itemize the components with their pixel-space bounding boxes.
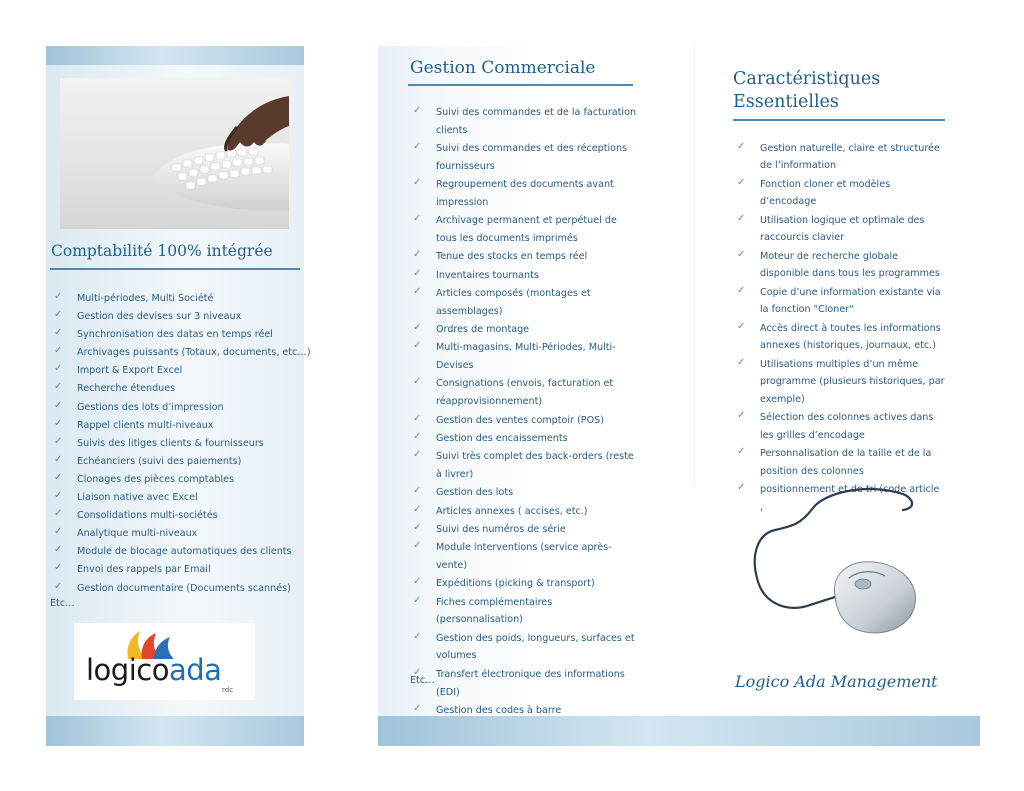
list-item: ✓ Gestion des codes à barre (409, 702, 639, 720)
check-icon: ✓ (54, 562, 63, 574)
left-bottom-bar (46, 716, 304, 746)
check-icon: ✓ (54, 544, 63, 556)
left-panel (46, 46, 311, 746)
right-heading-rule (733, 119, 945, 121)
check-icon: ✓ (54, 435, 63, 447)
check-icon: ✓ (413, 449, 422, 461)
check-icon: ✓ (413, 376, 422, 388)
list-item: ✓ Archivages puissants (Totaux, documents, etc…) (50, 344, 302, 362)
list-item: ✓ Rappel clients multi-niveaux (50, 417, 302, 435)
check-icon: ✓ (54, 399, 63, 411)
list-item: ✓ Personnalisation de la taille et de la position des colonnes (733, 445, 945, 480)
list-item: ✓ Moteur de recherche globale disponible dans tous les programmes (733, 248, 945, 283)
check-icon: ✓ (413, 340, 422, 352)
keyboard-hand-photo (60, 78, 289, 229)
check-icon: ✓ (54, 453, 63, 465)
list-item: ✓ Gestion des encaissements (409, 430, 639, 448)
list-item: ✓ Transfert électronique des informations (EDI) (409, 666, 639, 702)
check-icon: ✓ (737, 213, 746, 224)
check-icon: ✓ (54, 508, 63, 520)
list-item: ✓ Utilisation logique et optimale des raccourcis clavier (733, 212, 945, 247)
check-icon: ✓ (54, 471, 63, 483)
check-icon: ✓ (54, 490, 63, 502)
check-icon: ✓ (737, 410, 746, 422)
check-icon: ✓ (54, 327, 63, 339)
list-item: ✓ Analytique multi-niveaux (50, 525, 302, 543)
list-item: ✓ Ordres de montage (409, 321, 639, 339)
logo-subtext: rdc (222, 686, 234, 694)
list-item: ✓ Expéditions (picking & transport) (409, 575, 639, 593)
check-icon: ✓ (413, 666, 422, 678)
left-etc-text: Etc… (50, 598, 75, 609)
right-panel (378, 46, 980, 746)
check-icon: ✓ (54, 417, 63, 429)
check-icon: ✓ (737, 141, 746, 152)
keyboard-hand-illustration (60, 78, 289, 229)
list-item: ✓ Gestion documentaire (Documents scannés) (50, 580, 302, 598)
check-icon: ✓ (737, 482, 746, 494)
list-item: ✓ Import & Export Excel (50, 362, 302, 380)
list-item: ✓ Multi-périodes, Multi Société (50, 290, 302, 308)
check-icon: ✓ (737, 177, 746, 188)
left-heading-rule (50, 268, 300, 270)
check-icon: ✓ (413, 105, 422, 116)
computer-mouse-illustration (753, 486, 933, 641)
list-item: ✓ Fonction cloner et modèles d’encodage (733, 176, 945, 211)
logo (74, 623, 255, 700)
check-icon: ✓ (54, 526, 63, 538)
check-icon: ✓ (413, 576, 422, 588)
list-item: ✓ Suivi des commandes et des réceptions fournisseurs (409, 140, 639, 176)
list-item: ✓ Suivis des litiges clients & fournisseurs (50, 435, 302, 453)
list-item: ✓ Fiches complémentaires (personnalisation) (409, 594, 639, 630)
list-item: ✓ Module de blocage automatiques des clients (50, 543, 302, 561)
check-icon: ✓ (413, 412, 422, 424)
list-item: ✓ Recherche étendues (50, 380, 302, 398)
list-item: ✓ Regroupement des documents avant impression (409, 176, 639, 212)
check-icon: ✓ (737, 446, 746, 458)
list-item: ✓ Echéanciers (suivi des paiements) (50, 453, 302, 471)
list-item: ✓ Consolidations multi-sociétés (50, 507, 302, 525)
check-icon: ✓ (54, 363, 63, 375)
check-icon: ✓ (737, 285, 746, 296)
check-icon: ✓ (413, 702, 422, 714)
list-item: ✓ Suivi des numéros de série (409, 521, 639, 539)
check-icon: ✓ (54, 309, 63, 321)
check-icon: ✓ (413, 267, 422, 279)
list-item: ✓ Clonages des pièces comptables (50, 471, 302, 489)
list-item: ✓ Inventaires tournants (409, 267, 639, 285)
list-item: ✓ Utilisations multiples d’un même programme (plusieurs historiques, par exemple) (733, 356, 945, 408)
check-icon: ✓ (413, 594, 422, 606)
middle-feature-list (409, 104, 639, 720)
check-icon: ✓ (413, 249, 422, 261)
list-item: ✓ Gestion des lots (409, 484, 639, 502)
list-item: ✓ Envoi des rappels par Email (50, 561, 302, 579)
check-icon: ✓ (413, 141, 422, 153)
check-icon: ✓ (413, 485, 422, 497)
list-item: ✓ Gestion des poids, longueurs, surfaces et volumes (409, 630, 639, 666)
logo-wordmark: logicoada (86, 653, 222, 687)
check-icon: ✓ (413, 503, 422, 515)
left-section-heading: Comptabilité 100% intégrée (51, 242, 273, 260)
left-feature-list (50, 290, 311, 598)
list-item: ✓ Gestion des devises sur 3 niveaux (50, 308, 302, 326)
list-item: ✓ Gestions des lots d’impression (50, 399, 302, 417)
list-item: ✓ Tenue des stocks en temps réel (409, 248, 639, 266)
list-item: ✓ Articles annexes ( accises, etc.) (409, 503, 639, 521)
list-item: ✓ Synchronisation des datas en temps réel (50, 326, 302, 344)
check-icon: ✓ (54, 381, 63, 393)
list-item: ✓ Gestion naturelle, claire et structurée de l’information (733, 140, 945, 175)
check-icon: ✓ (413, 540, 422, 552)
list-item: ✓ Gestion des ventes comptoir (POS) (409, 412, 639, 430)
check-icon: ✓ (413, 322, 422, 334)
right-section-heading: Caractéristiques Essentielles (733, 69, 881, 112)
right-feature-list (733, 140, 945, 517)
check-icon: ✓ (737, 357, 746, 368)
middle-etc-text: Etc… (410, 675, 435, 686)
list-item: ✓ Suivi très complet des back-orders (reste à livrer) (409, 448, 639, 484)
check-icon: ✓ (54, 580, 63, 592)
check-icon: ✓ (413, 521, 422, 533)
list-item: ✓ Module interventions (service après-vente) (409, 539, 639, 575)
list-item: ✓ Suivi des commandes et de la facturation clients (409, 104, 639, 140)
check-icon: ✓ (54, 345, 63, 357)
check-icon: ✓ (54, 291, 63, 302)
left-top-bar (46, 46, 304, 65)
list-item: ✓ Accès direct à toutes les informations annexes (historiques, journaux, etc.) (733, 320, 945, 355)
check-icon: ✓ (413, 285, 422, 297)
check-icon: ✓ (413, 630, 422, 642)
column-divider (694, 46, 695, 486)
list-item: ✓ Sélection des colonnes actives dans les grilles d’encodage (733, 409, 945, 444)
list-item: ✓ Consignations (envois, facturation et réapprovisionnement) (409, 375, 639, 411)
check-icon: ✓ (737, 321, 746, 332)
check-icon: ✓ (413, 213, 422, 225)
list-item: ✓ Multi-magasins, Multi-Périodes, Multi-Devises (409, 339, 639, 375)
list-item: ✓ Archivage permanent et perpétuel de tous les documents imprimés (409, 212, 639, 248)
middle-section-heading: Gestion Commerciale (410, 58, 596, 78)
brand-name: Logico Ada Management (735, 672, 938, 691)
list-item: ✓ Liaison native avec Excel (50, 489, 302, 507)
list-item: ✓ positionnement et de tri (code article , (733, 481, 945, 516)
check-icon: ✓ (413, 177, 422, 189)
right-bottom-bar (378, 716, 980, 746)
middle-heading-rule (408, 84, 633, 86)
computer-mouse-icon (753, 486, 933, 641)
list-item: ✓ Articles composés (montages et assemblages) (409, 285, 639, 321)
list-item: ✓ Copie d’une information existante via la fonction "Cloner" (733, 284, 945, 319)
check-icon: ✓ (413, 430, 422, 442)
check-icon: ✓ (737, 249, 746, 260)
